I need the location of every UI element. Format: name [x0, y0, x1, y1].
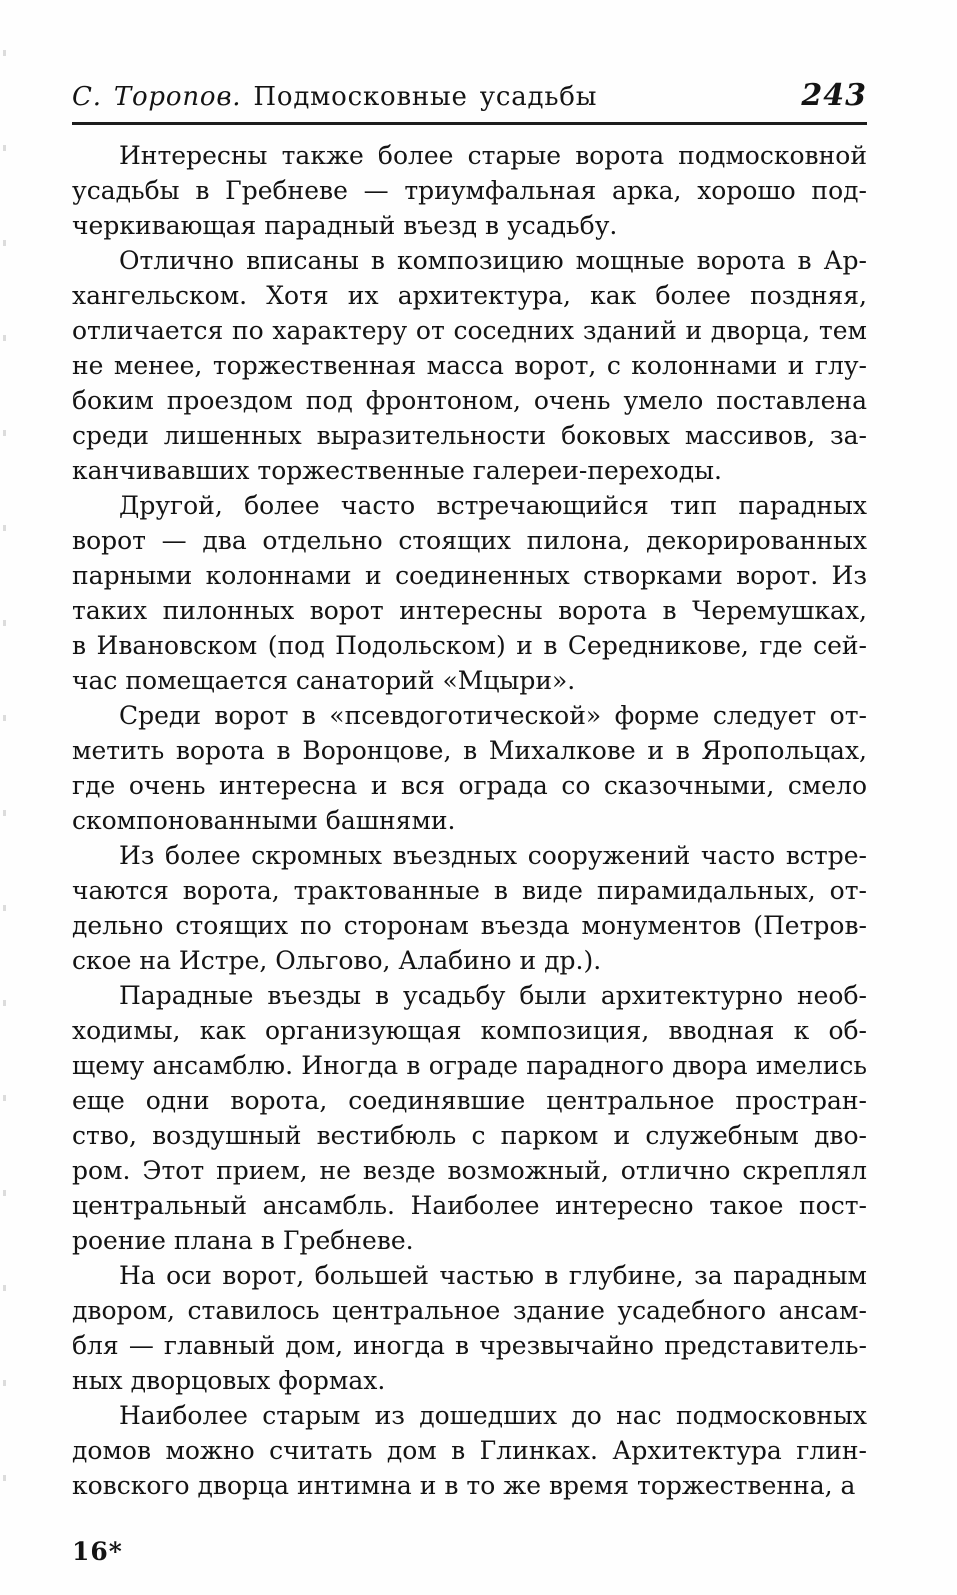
- paragraph: [72, 243, 867, 488]
- text-line: канчивавших торжественные галереи-переходы.: [72, 456, 722, 485]
- text-line: ных дворцовых формах.: [72, 1366, 386, 1395]
- text-line: центральный ансамбль. Наиболее интересно такое пост-: [72, 1191, 867, 1220]
- text-line: роение плана в Гребневе.: [72, 1226, 414, 1255]
- running-head: [72, 78, 867, 125]
- body-text: [72, 138, 867, 1503]
- text-line: Другой, более часто встречающийся тип парадных: [119, 491, 867, 520]
- paragraph: [72, 838, 867, 978]
- text-line: отличается по характеру от соседних зданий и дворца, тем: [72, 316, 867, 345]
- text-line: боким проездом под фронтоном, очень умело поставлена: [72, 386, 867, 415]
- text-line: Отлично вписаны в композицию мощные ворота в Ар-: [119, 246, 867, 275]
- text-line: метить ворота в Воронцове, в Михалкове и в Яропольцах,: [72, 736, 867, 765]
- text-line: скомпонованными башнями.: [72, 806, 456, 835]
- text-line: черкивающая парадный въезд в усадьбу.: [72, 211, 618, 240]
- running-title-author: С. Торопов.: [72, 82, 242, 112]
- running-title-book: Подмосковные усадьбы: [253, 82, 598, 112]
- text-line: Наиболее старым из дошедших до нас подмосковных: [119, 1401, 867, 1430]
- text-line: ское на Истре, Ольгово, Алабино и др.).: [72, 946, 602, 975]
- text-line: двором, ставилось центральное здание усадебного ансам-: [72, 1296, 867, 1325]
- paragraph: [72, 138, 867, 243]
- text-line: ром. Этот прием, не везде возможный, отлично скреплял: [72, 1156, 867, 1185]
- text-line: домов можно считать дом в Глинках. Архитектура глин-: [72, 1436, 867, 1465]
- text-line: усадьбы в Гребневе — триумфальная арка, хорошо под-: [72, 176, 867, 205]
- text-line: среди лишенных выразительности боковых массивов, за-: [72, 421, 867, 450]
- text-line: не менее, торжественная масса ворот, с колоннами и глу-: [72, 351, 867, 380]
- text-line: в Ивановском (под Подольском) и в Середникове, где сей-: [72, 631, 867, 660]
- text-line: Парадные въезды в усадьбу были архитектурно необ-: [119, 981, 867, 1010]
- text-line: таких пилонных ворот интересны ворота в Черемушках,: [72, 596, 867, 625]
- text-line: где очень интересна и вся ограда со сказочными, смело: [72, 771, 867, 800]
- text-line: ство, воздушный вестибюль с парком и служебным дво-: [72, 1121, 867, 1150]
- text-line: ворот — два отдельно стоящих пилона, декорированных: [72, 526, 867, 555]
- text-line: ходимы, как организующая композиция, вводная к об-: [72, 1016, 867, 1045]
- page-number: 243: [801, 78, 867, 113]
- running-title: [72, 82, 597, 112]
- text-line: парными колоннами и соединенных створками ворот. Из: [72, 561, 867, 590]
- text-line: Среди ворот в «псевдоготической» форме следует от-: [119, 701, 867, 730]
- text-line: дельно стоящих по сторонам въезда монументов (Петров-: [72, 911, 867, 940]
- signature-mark: 16*: [72, 1537, 123, 1566]
- scan-edge-artifacts: [3, 50, 6, 1520]
- paragraph: [72, 488, 867, 698]
- paragraph: [72, 978, 867, 1258]
- text-line: Интересны также более старые ворота подмосковной: [119, 141, 867, 170]
- text-line: Из более скромных въездных сооружений часто встре-: [119, 841, 867, 870]
- text-line: хангельском. Хотя их архитектура, как более поздняя,: [72, 281, 867, 310]
- text-line: еще одни ворота, соединявшие центральное простран-: [72, 1086, 867, 1115]
- text-line: бля — главный дом, иногда в чрезвычайно представитель-: [72, 1331, 867, 1360]
- text-line: На оси ворот, большей частью в глубине, за парадным: [119, 1261, 867, 1290]
- text-line: час помещается санаторий «Мцыри».: [72, 666, 576, 695]
- paragraph: [72, 1398, 867, 1503]
- text-line: чаются ворота, трактованные в виде пирамидальных, от-: [72, 876, 867, 905]
- text-line: щему ансамблю. Иногда в ограде парадного двора имелись: [72, 1051, 867, 1080]
- paragraph: [72, 698, 867, 838]
- paragraph: [72, 1258, 867, 1398]
- text-line: ковского дворца интимна и в то же время торжественна, а: [72, 1471, 856, 1500]
